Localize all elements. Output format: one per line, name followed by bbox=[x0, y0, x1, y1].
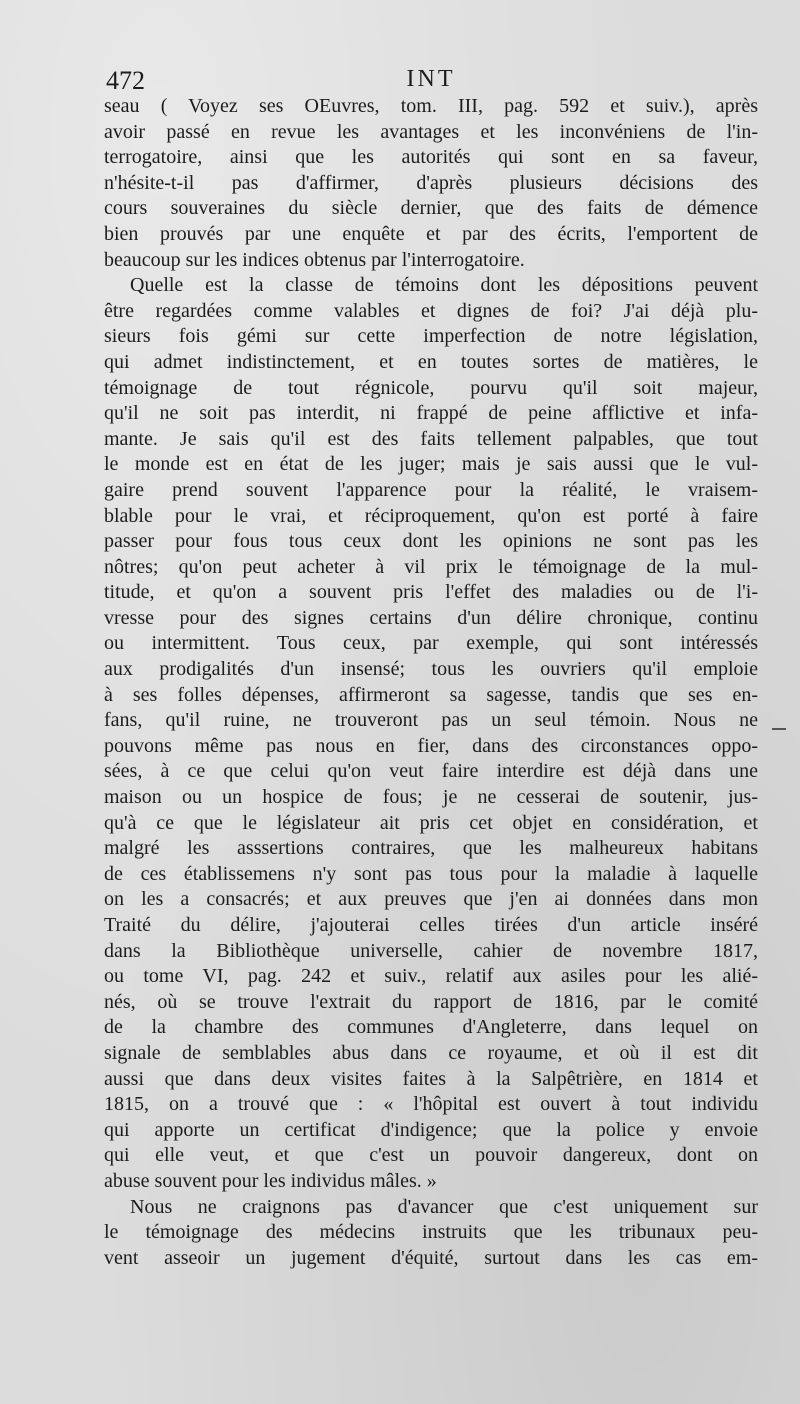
text-line: qu'il ne soit pas interdit, ni frappé de peine afflictive et infa- bbox=[104, 402, 758, 425]
text-line: seau ( Voyez ses OEuvres, tom. III, pag. 592 et suiv.), après bbox=[104, 95, 758, 117]
text-line: sieurs fois gémi sur cette imperfection de notre législation, bbox=[104, 325, 758, 348]
text-line: qu'à ce que le législateur ait pris cet objet en considération, et bbox=[104, 811, 758, 834]
text-line: titude, et qu'on a souvent pris l'effet des maladies ou de l'i- bbox=[104, 581, 758, 604]
text-line: dans la Bibliothèque universelle, cahier de novembre 1817, bbox=[104, 939, 758, 962]
text-line: beaucoup sur les indices obtenus par l'interrogatoire. bbox=[104, 248, 525, 271]
running-head: INT bbox=[406, 66, 456, 92]
text-line: ou tome VI, pag. 242 et suiv., relatif aux asiles pour les alié- bbox=[104, 965, 758, 988]
text-line: Nous ne craignons pas d'avancer que c'est uniquement sur bbox=[130, 1195, 758, 1218]
text-line: Quelle est la classe de témoins dont les dépositions peuvent bbox=[130, 274, 758, 297]
text-line: malgré les asssertions contraires, que les malheureux habitans bbox=[104, 837, 758, 860]
text-line: pouvons même pas nous en fier, dans des circonstances oppo- bbox=[104, 734, 758, 757]
text-line: Traité du délire, j'ajouterai celles tirées d'un article inséré bbox=[104, 914, 758, 936]
text-line: mante. Je sais qu'il est des faits tellement palpables, que tout bbox=[104, 427, 758, 450]
text-line: témoignage de tout régnicole, pourvu qu'il soit majeur, bbox=[104, 376, 758, 399]
text-line: nôtres; qu'on peut acheter à vil prix le témoignage de la mul- bbox=[104, 555, 758, 578]
text-line: signale de semblables abus dans ce royaume, et où il est dit bbox=[104, 1041, 758, 1064]
text-line: 1815, on a trouvé que : « l'hôpital est ouvert à tout individu bbox=[104, 1093, 758, 1116]
text-line: ou intermittent. Tous ceux, par exemple, qui sont intéressés bbox=[104, 632, 758, 655]
text-line: qui admet indistinctement, et en toutes sortes de matières, le bbox=[104, 350, 758, 373]
text-line: aux prodigalités d'un insensé; tous les ouvriers qu'il emploie bbox=[104, 658, 758, 681]
body-text bbox=[104, 94, 758, 1271]
page-number: 472 bbox=[106, 66, 145, 95]
text-line: on les a consacrés; et aux preuves que j'en ai données dans mon bbox=[104, 888, 758, 911]
text-line: de la chambre des communes d'Angleterre, dans lequel on bbox=[104, 1016, 758, 1039]
text-line: vresse pour des signes certains d'un délire chronique, continu bbox=[104, 606, 758, 629]
text-line: à ses folles dépenses, affirmeront sa sagesse, tandis que ses en- bbox=[104, 683, 758, 706]
text-line: fans, qu'il ruine, ne trouveront pas un seul témoin. Nous ne bbox=[104, 709, 758, 732]
text-line: gaire prend souvent l'apparence pour la réalité, le vraisem- bbox=[104, 478, 758, 501]
text-line: cours souveraines du siècle dernier, que des faits de démence bbox=[104, 197, 758, 220]
text-line: être regardées comme valables et dignes de foi? J'ai déjà plu- bbox=[104, 299, 758, 322]
text-line: terrogatoire, ainsi que les autorités qui sont en sa faveur, bbox=[104, 146, 758, 169]
text-line: n'hésite-t-il pas d'affirmer, d'après plusieurs décisions des bbox=[104, 171, 758, 194]
text-line: aussi que dans deux visites faites à la Salpêtrière, en 1814 et bbox=[104, 1067, 758, 1090]
text-line: blable pour le vrai, et réciproquement, qu'on est porté à faire bbox=[104, 504, 758, 527]
text-line: maison ou un hospice de fous; je ne cesserai de soutenir, jus- bbox=[104, 786, 758, 809]
text-line: de ces établissemens n'y sont pas tous pour la maladie à laquelle bbox=[104, 862, 758, 885]
text-line: qui apporte un certificat d'indigence; que la police y envoie bbox=[104, 1118, 758, 1141]
margin-mark bbox=[772, 728, 786, 730]
text-line: qui elle veut, et que c'est un pouvoir dangereux, dont on bbox=[104, 1144, 758, 1167]
text-line: passer pour fous tous ceux dont les opinions ne sont pas les bbox=[104, 530, 758, 553]
text-line: abuse souvent pour les individus mâles. » bbox=[104, 1169, 437, 1192]
text-line: vent asseoir un jugement d'équité, surtout dans les cas em- bbox=[104, 1246, 758, 1269]
text-line: le monde est en état de les juger; mais je sais aussi que le vul- bbox=[104, 453, 758, 476]
text-line: sées, à ce que celui qu'on veut faire interdire est déjà dans une bbox=[104, 760, 758, 783]
text-line: avoir passé en revue les avantages et les inconvéniens de l'in- bbox=[104, 120, 758, 143]
text-line: le témoignage des médecins instruits que les tribunaux peu- bbox=[104, 1221, 758, 1244]
text-line: nés, où se trouve l'extrait du rapport de 1816, par le comité bbox=[104, 990, 758, 1013]
text-line: bien prouvés par une enquête et par des écrits, l'emportent de bbox=[104, 222, 758, 245]
